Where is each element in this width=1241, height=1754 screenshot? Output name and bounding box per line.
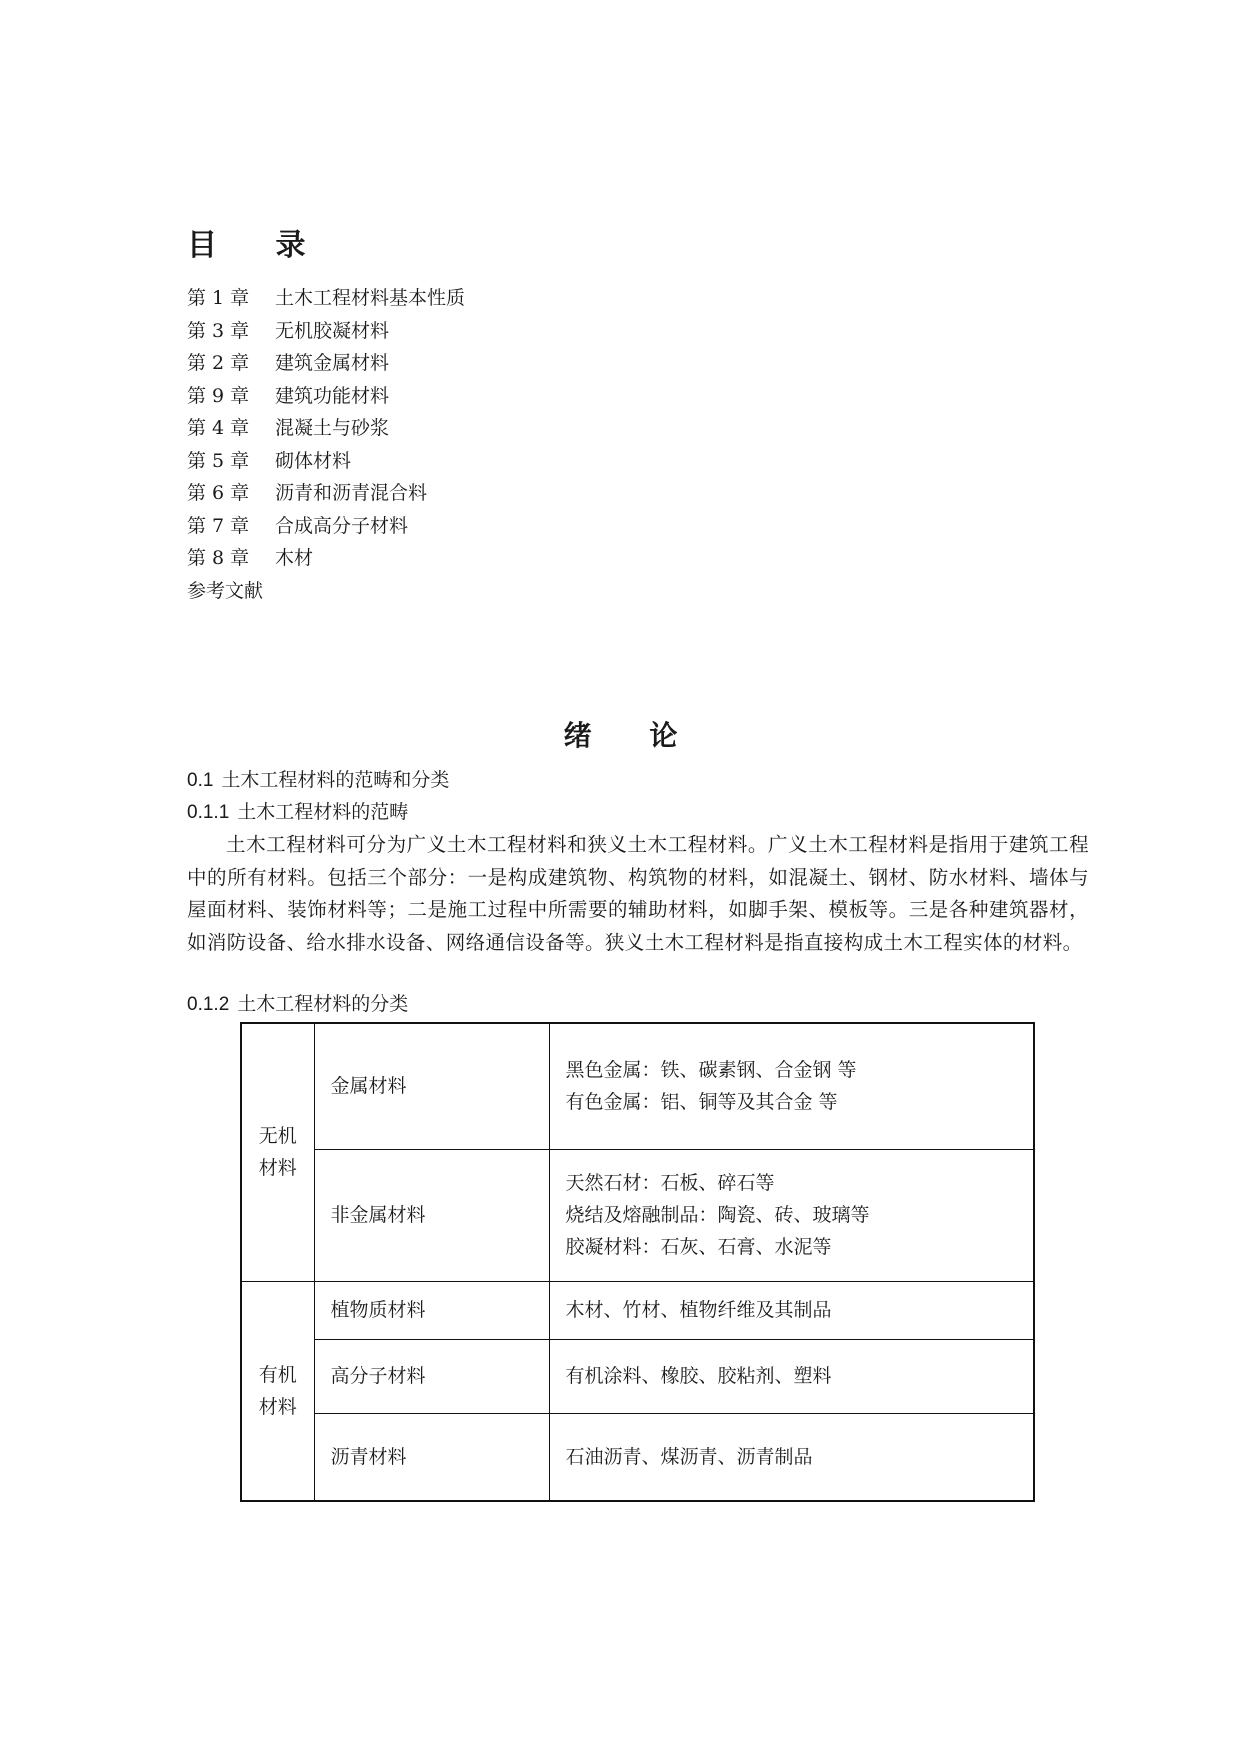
example-line: 有色金属：铝、铜等及其合金 等 [565, 1091, 838, 1114]
material-type-cell: 植物质材料 [314, 1281, 549, 1339]
material-examples-cell [549, 1149, 1034, 1281]
toc-chapter-title: 砌体材料 [275, 449, 352, 472]
toc-chapter-title: 沥青和沥青混合料 [275, 482, 428, 504]
table-row [241, 1023, 1034, 1149]
toc-item[interactable] [187, 412, 465, 445]
toc-chapter-title: 木材 [275, 547, 314, 569]
example-line: 有机涂料、橡胶、胶粘剂、塑料 [565, 1365, 832, 1387]
toc-item-references[interactable]: 参考文献 [187, 579, 264, 602]
toc-item[interactable] [187, 510, 465, 543]
body-paragraph: 土木工程材料可分为广义土木工程材料和狭义土木工程材料。广义土木工程材料是指用于建筑工程中的所有材料。包括三个部分：一是构成建筑物、构筑物的材料，如混凝土、钢材、防水材料、墙体与屋面材料、装饰材料等；二是施工过程中所需要的辅助材料，如脚手架、模板等。三是各种建筑器材，如消防设备、给水排水设备、网络通信设备等。狭义土木工程材料是指直接构成土木工程实体的材料。 [187, 833, 1089, 954]
group-cell-inorganic [241, 1023, 314, 1281]
example-line: 木材、竹材、植物纤维及其制品 [565, 1299, 832, 1321]
toc-chapter-title: 混凝土与砂浆 [275, 417, 390, 439]
table-row [241, 1413, 1034, 1501]
toc-chapter-number: 第 2 章 [187, 352, 250, 374]
section-title: 土木工程材料的分类 [237, 993, 409, 1015]
toc-chapter-title: 无机胶凝材料 [275, 319, 390, 342]
section-title: 土木工程材料的范畴 [237, 801, 409, 823]
toc-chapter-number: 第 5 章 [187, 449, 250, 472]
section-title: 土木工程材料的范畴和分类 [221, 769, 450, 791]
example-line: 烧结及熔融制品：陶瓷、砖、玻璃等 [565, 1204, 870, 1226]
group-label: 无机材料 [258, 1125, 297, 1180]
toc-chapter-number: 第 6 章 [187, 482, 250, 504]
material-type-cell: 高分子材料 [314, 1339, 549, 1413]
introduction-title: 绪 论 [563, 719, 702, 752]
material-examples-cell [549, 1339, 1034, 1413]
material-examples-cell [549, 1413, 1034, 1501]
toc-chapter-title: 建筑功能材料 [275, 384, 390, 407]
toc-list [187, 282, 465, 607]
section-heading-0-1-1 [187, 796, 408, 829]
toc-chapter-number: 第 1 章 [187, 287, 250, 309]
section-heading-0-1 [187, 764, 449, 797]
section-number: 0.1 [187, 770, 214, 791]
example-line: 石油沥青、煤沥青、沥青制品 [565, 1445, 813, 1468]
toc-chapter-number: 第 9 章 [187, 384, 250, 407]
toc-chapter-title: 土木工程材料基本性质 [275, 287, 466, 309]
toc-chapter-number: 第 3 章 [187, 319, 250, 342]
group-cell-organic [241, 1281, 314, 1501]
section-number: 0.1.1 [187, 802, 230, 823]
toc-item[interactable] [187, 445, 465, 478]
material-examples-cell [549, 1023, 1034, 1149]
group-label: 有机材料 [258, 1363, 297, 1418]
toc-title: 目 录 [187, 228, 330, 263]
material-examples-cell [549, 1281, 1034, 1339]
toc-chapter-number: 第 4 章 [187, 417, 250, 439]
toc-item[interactable] [187, 380, 465, 413]
toc-item[interactable] [187, 347, 465, 380]
material-classification-table [240, 1022, 1035, 1502]
toc-chapter-number: 第 8 章 [187, 547, 250, 569]
toc-chapter-title: 合成高分子材料 [275, 514, 409, 537]
toc-chapter-number: 第 7 章 [187, 514, 250, 537]
example-line: 胶凝材料：石灰、石膏、水泥等 [565, 1236, 832, 1258]
material-type-cell: 沥青材料 [314, 1413, 549, 1501]
example-line: 黑色金属：铁、碳素钢、合金钢 等 [565, 1059, 857, 1082]
toc-item[interactable] [187, 477, 465, 510]
material-type-cell: 非金属材料 [314, 1149, 549, 1281]
material-type-cell: 金属材料 [314, 1023, 549, 1149]
toc-item[interactable] [187, 542, 465, 575]
table-row [241, 1339, 1034, 1413]
table-row [241, 1149, 1034, 1281]
toc-chapter-title: 建筑金属材料 [275, 352, 390, 374]
section-number: 0.1.2 [187, 994, 230, 1015]
toc-item[interactable] [187, 282, 465, 315]
example-line: 天然石材：石板、碎石等 [565, 1172, 775, 1194]
table-row [241, 1281, 1034, 1339]
toc-item[interactable] [187, 315, 465, 348]
section-heading-0-1-2 [187, 988, 408, 1021]
